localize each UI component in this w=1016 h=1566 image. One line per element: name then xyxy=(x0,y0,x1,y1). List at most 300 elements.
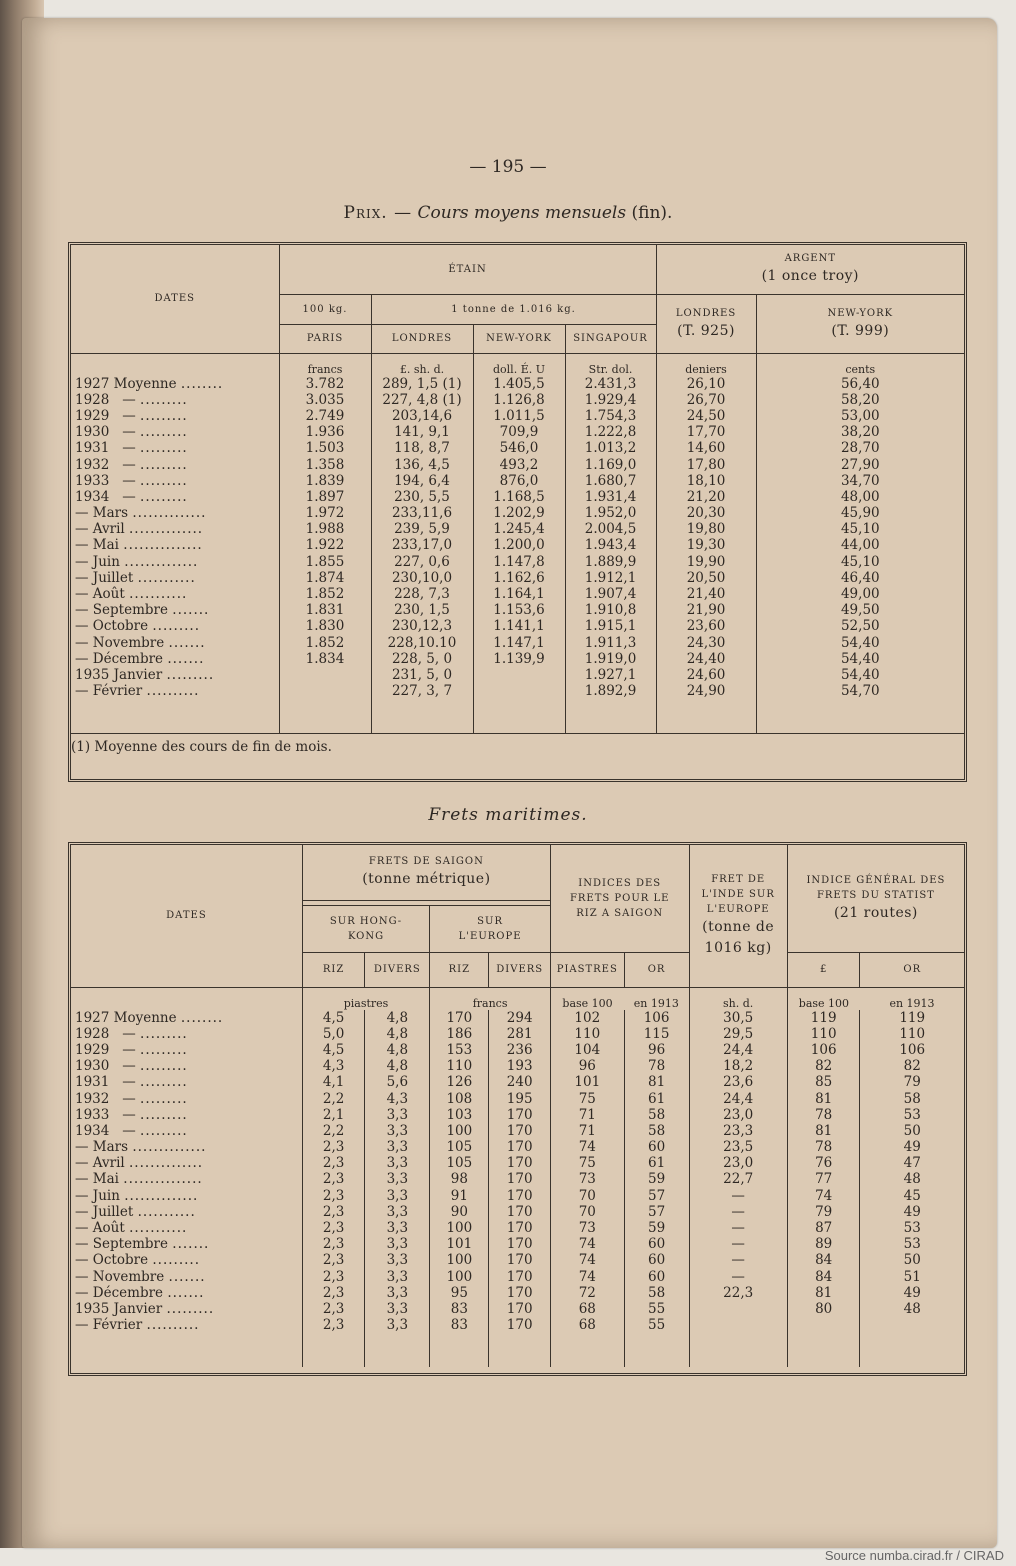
table2-cell-inde xyxy=(689,1317,787,1333)
table1-row-leader-dots: ......... xyxy=(140,488,188,505)
table1-cell-singapour: 1.013,2 xyxy=(565,440,656,456)
table1-row-leader-dots: .............. xyxy=(124,553,199,570)
table2-cell-div-eu: 281 xyxy=(489,1026,550,1042)
table1-row xyxy=(71,489,964,505)
table1-cell-arg-newyork: 54,40 xyxy=(756,635,964,651)
table2-spacer-cell xyxy=(71,1333,302,1367)
table1-row-label-text: 1928 — xyxy=(75,391,136,408)
table2-row xyxy=(71,1010,964,1026)
table2-cell-pound: 89 xyxy=(787,1236,860,1252)
table1-row xyxy=(71,651,964,667)
table2-spacer-cell xyxy=(550,1333,624,1367)
table2-unit-eu: francs xyxy=(430,987,551,1010)
table2-cell-div-hk: 3,3 xyxy=(365,1269,430,1285)
table1-row-leader-dots: ....... xyxy=(168,634,206,651)
table2-cell-piastres: 73 xyxy=(550,1171,624,1187)
table1-cell-londres: 228, 7,3 xyxy=(371,586,473,602)
table1-cell-londres: 136, 4,5 xyxy=(371,456,473,472)
table2-row-label xyxy=(71,1026,302,1042)
table2-header-or2: OR xyxy=(860,952,964,987)
table2-row-leader-dots: .............. xyxy=(132,1139,207,1156)
table2-row-label xyxy=(71,1155,302,1171)
table2-row xyxy=(71,1236,964,1252)
table1-row-label xyxy=(71,489,279,505)
table2-cell-or: 78 xyxy=(624,1058,689,1074)
table2-row-leader-dots: ........ xyxy=(180,1009,224,1026)
table1-cell-paris: 1.855 xyxy=(279,554,371,570)
table1-cell-newyork: 1.164,1 xyxy=(473,586,565,602)
table1-cell-arg-londres: 24,50 xyxy=(656,408,756,424)
table2-cell-piastres: 74 xyxy=(550,1236,624,1252)
table2-cell-div-eu: 170 xyxy=(489,1139,550,1155)
table1-cell-arg-newyork: 45,90 xyxy=(756,505,964,521)
table1-row-label xyxy=(71,392,279,408)
table2-row-label-text: — Avril xyxy=(75,1155,125,1172)
table1-cell-paris: 1.922 xyxy=(279,537,371,553)
table2-cell-div-eu: 170 xyxy=(489,1317,550,1333)
table2-row-label xyxy=(71,1188,302,1204)
table2-row-leader-dots: ......... xyxy=(166,1300,215,1317)
table1-row-leader-dots: ......... xyxy=(140,391,188,408)
table1-unit-newyork: doll. É. U xyxy=(473,353,565,376)
table1-cell-arg-londres: 24,90 xyxy=(656,683,756,699)
table2-row xyxy=(71,1171,964,1187)
table2-cell-piastres: 74 xyxy=(550,1139,624,1155)
table2-header-statist-sub: (21 routes) xyxy=(833,904,918,921)
table1-cell-newyork: 1.245,4 xyxy=(473,521,565,537)
table2-spacer-row xyxy=(71,1333,964,1367)
table1-row-label xyxy=(71,440,279,456)
table1-cell-londres: 141, 9,1 xyxy=(371,424,473,440)
table2-cell-piastres: 72 xyxy=(550,1285,624,1301)
table1-cell-singapour: 1.892,9 xyxy=(565,683,656,699)
table1-cell-arg-londres: 26,10 xyxy=(656,376,756,392)
table2-cell-pound: 85 xyxy=(787,1074,860,1090)
table2-cell-piastres: 73 xyxy=(550,1220,624,1236)
table1-row-leader-dots: ......... xyxy=(166,666,215,683)
table2-row-label xyxy=(71,1269,302,1285)
table1-frame xyxy=(68,242,967,782)
table1-cell-paris: 1.852 xyxy=(279,635,371,651)
table2 xyxy=(71,845,964,1367)
table1-cell-newyork: 1.202,9 xyxy=(473,505,565,521)
table2-cell-or: 60 xyxy=(624,1252,689,1268)
table2-row-leader-dots: ....... xyxy=(172,1236,210,1253)
table1-header-arg-londres-t: (T. 925) xyxy=(677,322,735,339)
table2-cell-pound: 81 xyxy=(787,1123,860,1139)
table2-cell-riz-hk: 2,3 xyxy=(302,1317,365,1333)
table1-unit-blank xyxy=(71,353,279,376)
table1-row xyxy=(71,667,964,683)
table2-cell-or: 59 xyxy=(624,1220,689,1236)
table2-cell-or: 96 xyxy=(624,1042,689,1058)
table1-cell-arg-londres: 26,70 xyxy=(656,392,756,408)
table1-cell-singapour: 1.927,1 xyxy=(565,667,656,683)
table2-cell-piastres: 110 xyxy=(550,1026,624,1042)
table1-cell-paris: 1.839 xyxy=(279,473,371,489)
table1-spacer-cell xyxy=(473,699,565,733)
table1-cell-arg-newyork: 54,40 xyxy=(756,651,964,667)
table1-cell-singapour: 1.680,7 xyxy=(565,473,656,489)
table2-cell-riz-hk: 4,1 xyxy=(302,1074,365,1090)
table2-row xyxy=(71,1074,964,1090)
table1-unit-arg-newyork: cents xyxy=(756,353,964,376)
table1-cell-paris: 1.830 xyxy=(279,618,371,634)
table2-cell-div-eu: 193 xyxy=(489,1058,550,1074)
table1-row-label xyxy=(71,651,279,667)
table1-row-label-text: 1927 Moyenne xyxy=(75,375,177,392)
table2-row-label xyxy=(71,1171,302,1187)
table2-row-leader-dots: .......... xyxy=(146,1317,200,1334)
table2-cell-piastres: 70 xyxy=(550,1204,624,1220)
table2-cell-riz-eu: 110 xyxy=(430,1058,489,1074)
table2-header-indices: INDICES DES FRETS POUR LE RIZ A SAIGON xyxy=(550,845,689,952)
table1-row-label-text: — Décembre xyxy=(75,650,164,667)
table2-cell-div-hk: 5,6 xyxy=(365,1074,430,1090)
table2-cell-pound: 87 xyxy=(787,1220,860,1236)
table1-row-label xyxy=(71,554,279,570)
table1-row-label-text: 1933 — xyxy=(75,472,136,489)
table2-cell-riz-eu: 98 xyxy=(430,1171,489,1187)
table1-cell-arg-londres: 23,60 xyxy=(656,618,756,634)
table1-row xyxy=(71,602,964,618)
table1-cell-arg-londres: 17,70 xyxy=(656,424,756,440)
table1-cell-newyork: 709,9 xyxy=(473,424,565,440)
table2-cell-or: 60 xyxy=(624,1139,689,1155)
table1-cell-arg-londres: 20,30 xyxy=(656,505,756,521)
table1-row xyxy=(71,473,964,489)
table2-cell-or: 60 xyxy=(624,1236,689,1252)
table2-cell-riz-eu: 91 xyxy=(430,1188,489,1204)
table2-row-label-text: 1928 — xyxy=(75,1025,136,1042)
table1-cell-arg-londres: 21,20 xyxy=(656,489,756,505)
table1-spacer-cell xyxy=(279,699,371,733)
table1-cell-arg-newyork: 34,70 xyxy=(756,473,964,489)
table1-row-leader-dots: ......... xyxy=(140,456,188,473)
table1-row-label-text: 1932 — xyxy=(75,456,136,473)
table1-title xyxy=(0,203,1016,223)
table2-row-leader-dots: ......... xyxy=(140,1025,188,1042)
table2-cell-riz-hk: 4,5 xyxy=(302,1042,365,1058)
table1-row xyxy=(71,570,964,586)
table1-header-newyork: NEW-YORK xyxy=(473,324,565,353)
table1-cell-singapour: 1.943,4 xyxy=(565,537,656,553)
table1-row-label-text: — Juillet xyxy=(75,569,134,586)
table1-cell-paris: 1.503 xyxy=(279,440,371,456)
table2-cell-riz-eu: 100 xyxy=(430,1269,489,1285)
table1-header-arg-londres-label: LONDRES xyxy=(675,307,737,319)
table1-cell-arg-newyork: 46,40 xyxy=(756,570,964,586)
table1-cell-arg-newyork: 49,50 xyxy=(756,602,964,618)
table1-cell-arg-londres: 21,40 xyxy=(656,586,756,602)
table2-header-pound: £ xyxy=(787,952,860,987)
table2-unit-indices-base: base 100 xyxy=(550,987,624,1010)
table2-spacer-cell xyxy=(430,1333,489,1367)
table1-header-arg-newyork-label: NEW-YORK xyxy=(827,307,894,319)
table2-row-leader-dots: ......... xyxy=(140,1074,188,1091)
table2-cell-or2: 53 xyxy=(860,1236,964,1252)
table1-cell-arg-newyork: 48,00 xyxy=(756,489,964,505)
table1-cell-newyork: 1.011,5 xyxy=(473,408,565,424)
table2-row-label xyxy=(71,1058,302,1074)
table1-cell-newyork: 1.153,6 xyxy=(473,602,565,618)
table1-row xyxy=(71,440,964,456)
table2-row xyxy=(71,1123,964,1139)
table2-cell-piastres: 101 xyxy=(550,1074,624,1090)
table2-cell-riz-eu: 83 xyxy=(430,1301,489,1317)
table2-cell-div-hk: 3,3 xyxy=(365,1204,430,1220)
table1-cell-singapour: 1.912,1 xyxy=(565,570,656,586)
table2-cell-div-eu: 240 xyxy=(489,1074,550,1090)
table2-row-label-text: 1933 — xyxy=(75,1106,136,1123)
table1-row-label xyxy=(71,683,279,699)
table1-cell-paris: 1.988 xyxy=(279,521,371,537)
table1-cell-arg-londres: 19,80 xyxy=(656,521,756,537)
table1-row xyxy=(71,586,964,602)
table2-cell-riz-hk: 2,3 xyxy=(302,1236,365,1252)
table1-spacer-cell xyxy=(71,699,279,733)
table2-header-saigon xyxy=(302,845,550,900)
table1-cell-paris: 1.874 xyxy=(279,570,371,586)
table2-cell-pound: 77 xyxy=(787,1171,860,1187)
table2-row-label-text: 1929 — xyxy=(75,1041,136,1058)
table2-row-label xyxy=(71,1220,302,1236)
table2-cell-or: 81 xyxy=(624,1074,689,1090)
table2-cell-or2: 50 xyxy=(860,1252,964,1268)
table1-footnote: (1) Moyenne des cours de fin de mois. xyxy=(71,738,332,755)
table2-header-saigon-label: FRETS DE SAIGON xyxy=(368,856,484,868)
table2-cell-or2: 51 xyxy=(860,1269,964,1285)
table2-cell-or: 57 xyxy=(624,1188,689,1204)
table2-cell-riz-eu: 90 xyxy=(430,1204,489,1220)
table1-row-label-text: 1929 — xyxy=(75,407,136,424)
table2-row-label-text: 1927 Moyenne xyxy=(75,1009,177,1026)
table2-cell-or: 55 xyxy=(624,1317,689,1333)
table2-row xyxy=(71,1042,964,1058)
table2-cell-inde: 24,4 xyxy=(689,1042,787,1058)
table2-header-divers-eu: DIVERS xyxy=(489,952,550,987)
table2-cell-pound: 106 xyxy=(787,1042,860,1058)
table2-header-or: OR xyxy=(624,952,689,987)
table1-cell-paris: 1.358 xyxy=(279,456,371,472)
table2-cell-or2: 58 xyxy=(860,1090,964,1106)
table2-cell-piastres: 75 xyxy=(550,1155,624,1171)
table1-cell-arg-londres: 24,30 xyxy=(656,635,756,651)
table1-title-italic: Cours moyens mensuels xyxy=(417,203,627,223)
table1-row xyxy=(71,635,964,651)
table1-cell-londres: 230,10,0 xyxy=(371,570,473,586)
table1-cell-newyork: 1.126,8 xyxy=(473,392,565,408)
table2-spacer-cell xyxy=(860,1333,964,1367)
table1-header-100kg: 100 kg. xyxy=(279,294,371,324)
table2-row xyxy=(71,1204,964,1220)
table2-row-label-text: — Novembre xyxy=(75,1268,165,1285)
table1-cell-londres: 233,17,0 xyxy=(371,537,473,553)
table1-cell-londres: 118, 8,7 xyxy=(371,440,473,456)
table2-cell-inde: — xyxy=(689,1188,787,1204)
page-number: — 195 — xyxy=(469,157,547,177)
table2-cell-or2: 48 xyxy=(860,1171,964,1187)
table2-cell-riz-eu: 101 xyxy=(430,1236,489,1252)
table2-cell-div-eu: 170 xyxy=(489,1204,550,1220)
table2-cell-div-eu: 170 xyxy=(489,1107,550,1123)
table2-cell-riz-eu: 105 xyxy=(430,1155,489,1171)
table1-cell-paris: 2.749 xyxy=(279,408,371,424)
table2-cell-piastres: 74 xyxy=(550,1252,624,1268)
table1-cell-londres: 233,11,6 xyxy=(371,505,473,521)
table2-cell-piastres: 104 xyxy=(550,1042,624,1058)
table2-cell-inde: 24,4 xyxy=(689,1090,787,1106)
table2-cell-or: 58 xyxy=(624,1107,689,1123)
table2-cell-inde: 23,5 xyxy=(689,1139,787,1155)
table1-cell-paris: 1.936 xyxy=(279,424,371,440)
table2-cell-riz-hk: 2,3 xyxy=(302,1171,365,1187)
table2-cell-pound: 119 xyxy=(787,1010,860,1026)
table2-header-hongkong: SUR HONG-KONG xyxy=(302,905,429,952)
table2-cell-pound: 80 xyxy=(787,1301,860,1317)
table1-row-label xyxy=(71,635,279,651)
table1-title-prefix: Prix. — xyxy=(343,203,413,223)
table1-row-leader-dots: ......... xyxy=(140,407,188,424)
table2-row xyxy=(71,1107,964,1123)
table2-body xyxy=(71,1010,964,1334)
table1-row-label-text: — Octobre xyxy=(75,618,149,635)
table1-row-label xyxy=(71,408,279,424)
table2-row-label-text: — Octobre xyxy=(75,1252,149,1269)
table1-cell-londres: 231, 5, 0 xyxy=(371,667,473,683)
table2-cell-div-eu: 170 xyxy=(489,1155,550,1171)
table2-row-label xyxy=(71,1236,302,1252)
table2-row-label xyxy=(71,1204,302,1220)
table2-cell-pound: 82 xyxy=(787,1058,860,1074)
table1-header-tonne: 1 tonne de 1.016 kg. xyxy=(371,294,656,324)
table1-row xyxy=(71,424,964,440)
table2-cell-or: 61 xyxy=(624,1090,689,1106)
table2-row-label xyxy=(71,1252,302,1268)
table2-cell-div-eu: 170 xyxy=(489,1220,550,1236)
table2-header-inde-label: FRET DE L'INDE SUR L'EUROPE xyxy=(701,874,775,916)
table1-title-suffix: (fin). xyxy=(631,203,673,223)
table2-cell-div-eu: 170 xyxy=(489,1285,550,1301)
table2-row xyxy=(71,1090,964,1106)
table2-cell-pound: 84 xyxy=(787,1252,860,1268)
table1-row-leader-dots: ......... xyxy=(140,440,188,457)
table1-cell-arg-newyork: 53,00 xyxy=(756,408,964,424)
table1-cell-arg-londres: 18,10 xyxy=(656,473,756,489)
table2-cell-inde: 23,3 xyxy=(689,1123,787,1139)
table2-cell-riz-hk: 2,2 xyxy=(302,1090,365,1106)
table1-row-label xyxy=(71,570,279,586)
table1-spacer-row xyxy=(71,699,964,733)
table2-spacer-cell xyxy=(624,1333,689,1367)
table2-row xyxy=(71,1155,964,1171)
table1-row-label xyxy=(71,376,279,392)
table1-header-arg-newyork-t: (T. 999) xyxy=(831,322,890,339)
table1-cell-singapour: 1.754,3 xyxy=(565,408,656,424)
table1-row-leader-dots: .............. xyxy=(129,521,204,538)
table2-row-label xyxy=(71,1107,302,1123)
table2-cell-div-eu: 170 xyxy=(489,1171,550,1187)
table2-unit-indices-year: en 1913 xyxy=(633,996,679,1010)
table2-row-label xyxy=(71,1301,302,1317)
table2-cell-div-hk: 3,3 xyxy=(365,1317,430,1333)
table2-cell-pound: 81 xyxy=(787,1090,860,1106)
table1-cell-paris xyxy=(279,683,371,699)
table1-cell-newyork: 493,2 xyxy=(473,456,565,472)
table2-cell-riz-hk: 4,5 xyxy=(302,1010,365,1026)
table1-row-leader-dots: ....... xyxy=(167,650,205,667)
table1-row-leader-dots: ........... xyxy=(129,586,188,603)
table2-row-label xyxy=(71,1090,302,1106)
table2-row-leader-dots: ......... xyxy=(140,1041,188,1058)
table2-header-europe: SUR L'EUROPE xyxy=(430,905,551,952)
table2-cell-riz-eu: 186 xyxy=(430,1026,489,1042)
table1-row-label-text: — Mars xyxy=(75,505,129,522)
table2-cell-piastres: 70 xyxy=(550,1188,624,1204)
table2-row-leader-dots: ......... xyxy=(140,1090,188,1107)
table2-row-label-text: — Mai xyxy=(75,1171,119,1188)
table1-cell-arg-londres: 17,80 xyxy=(656,456,756,472)
table2-cell-riz-eu: 95 xyxy=(430,1285,489,1301)
table1-header-argent xyxy=(656,245,964,294)
table1-cell-paris: 1.831 xyxy=(279,602,371,618)
table1-row-label xyxy=(71,473,279,489)
table1-cell-arg-londres: 19,90 xyxy=(656,554,756,570)
table1-row-label xyxy=(71,537,279,553)
table2-cell-div-hk: 3,3 xyxy=(365,1236,430,1252)
table2-cell-or: 55 xyxy=(624,1301,689,1317)
table2-cell-or2: 119 xyxy=(860,1010,964,1026)
table2-cell-or2: 50 xyxy=(860,1123,964,1139)
table1 xyxy=(71,245,964,760)
table2-cell-or: 106 xyxy=(624,1010,689,1026)
table2-cell-or: 60 xyxy=(624,1269,689,1285)
table2-header-divers-hk: DIVERS xyxy=(365,952,430,987)
table1-unit-arg-londres: deniers xyxy=(656,353,756,376)
table1-row-label xyxy=(71,456,279,472)
table2-cell-inde: — xyxy=(689,1204,787,1220)
table1-spacer-cell xyxy=(565,699,656,733)
table2-cell-div-eu: 170 xyxy=(489,1269,550,1285)
table1-cell-paris: 1.972 xyxy=(279,505,371,521)
table1-row xyxy=(71,618,964,634)
table1-row-label-text: 1935 Janvier xyxy=(75,666,163,683)
table2-cell-riz-hk: 2,1 xyxy=(302,1107,365,1123)
table2-cell-pound: 110 xyxy=(787,1026,860,1042)
table1-body xyxy=(71,376,964,700)
table2-spacer-cell xyxy=(489,1333,550,1367)
table1-cell-singapour: 1.931,4 xyxy=(565,489,656,505)
table2-cell-div-hk: 3,3 xyxy=(365,1220,430,1236)
table2-cell-riz-hk: 2,3 xyxy=(302,1139,365,1155)
table2-cell-inde: — xyxy=(689,1236,787,1252)
table1-cell-newyork: 1.147,1 xyxy=(473,635,565,651)
table1-cell-newyork: 1.139,9 xyxy=(473,651,565,667)
table2-row xyxy=(71,1285,964,1301)
table1-header-argent-label: ARGENT xyxy=(784,253,837,265)
table1-row-label-text: 1934 — xyxy=(75,488,136,505)
table1-cell-paris xyxy=(279,667,371,683)
table2-unit-inde: sh. d. xyxy=(689,987,787,1010)
table2-cell-riz-hk: 4,3 xyxy=(302,1058,365,1074)
table1-header-paris: PARIS xyxy=(279,324,371,353)
table2-cell-inde: — xyxy=(689,1252,787,1268)
table2-cell-riz-hk: 2,3 xyxy=(302,1285,365,1301)
table1-row xyxy=(71,554,964,570)
table1-cell-singapour: 1.910,8 xyxy=(565,602,656,618)
table1-spacer-cell xyxy=(371,699,473,733)
table2-cell-or2: 48 xyxy=(860,1301,964,1317)
